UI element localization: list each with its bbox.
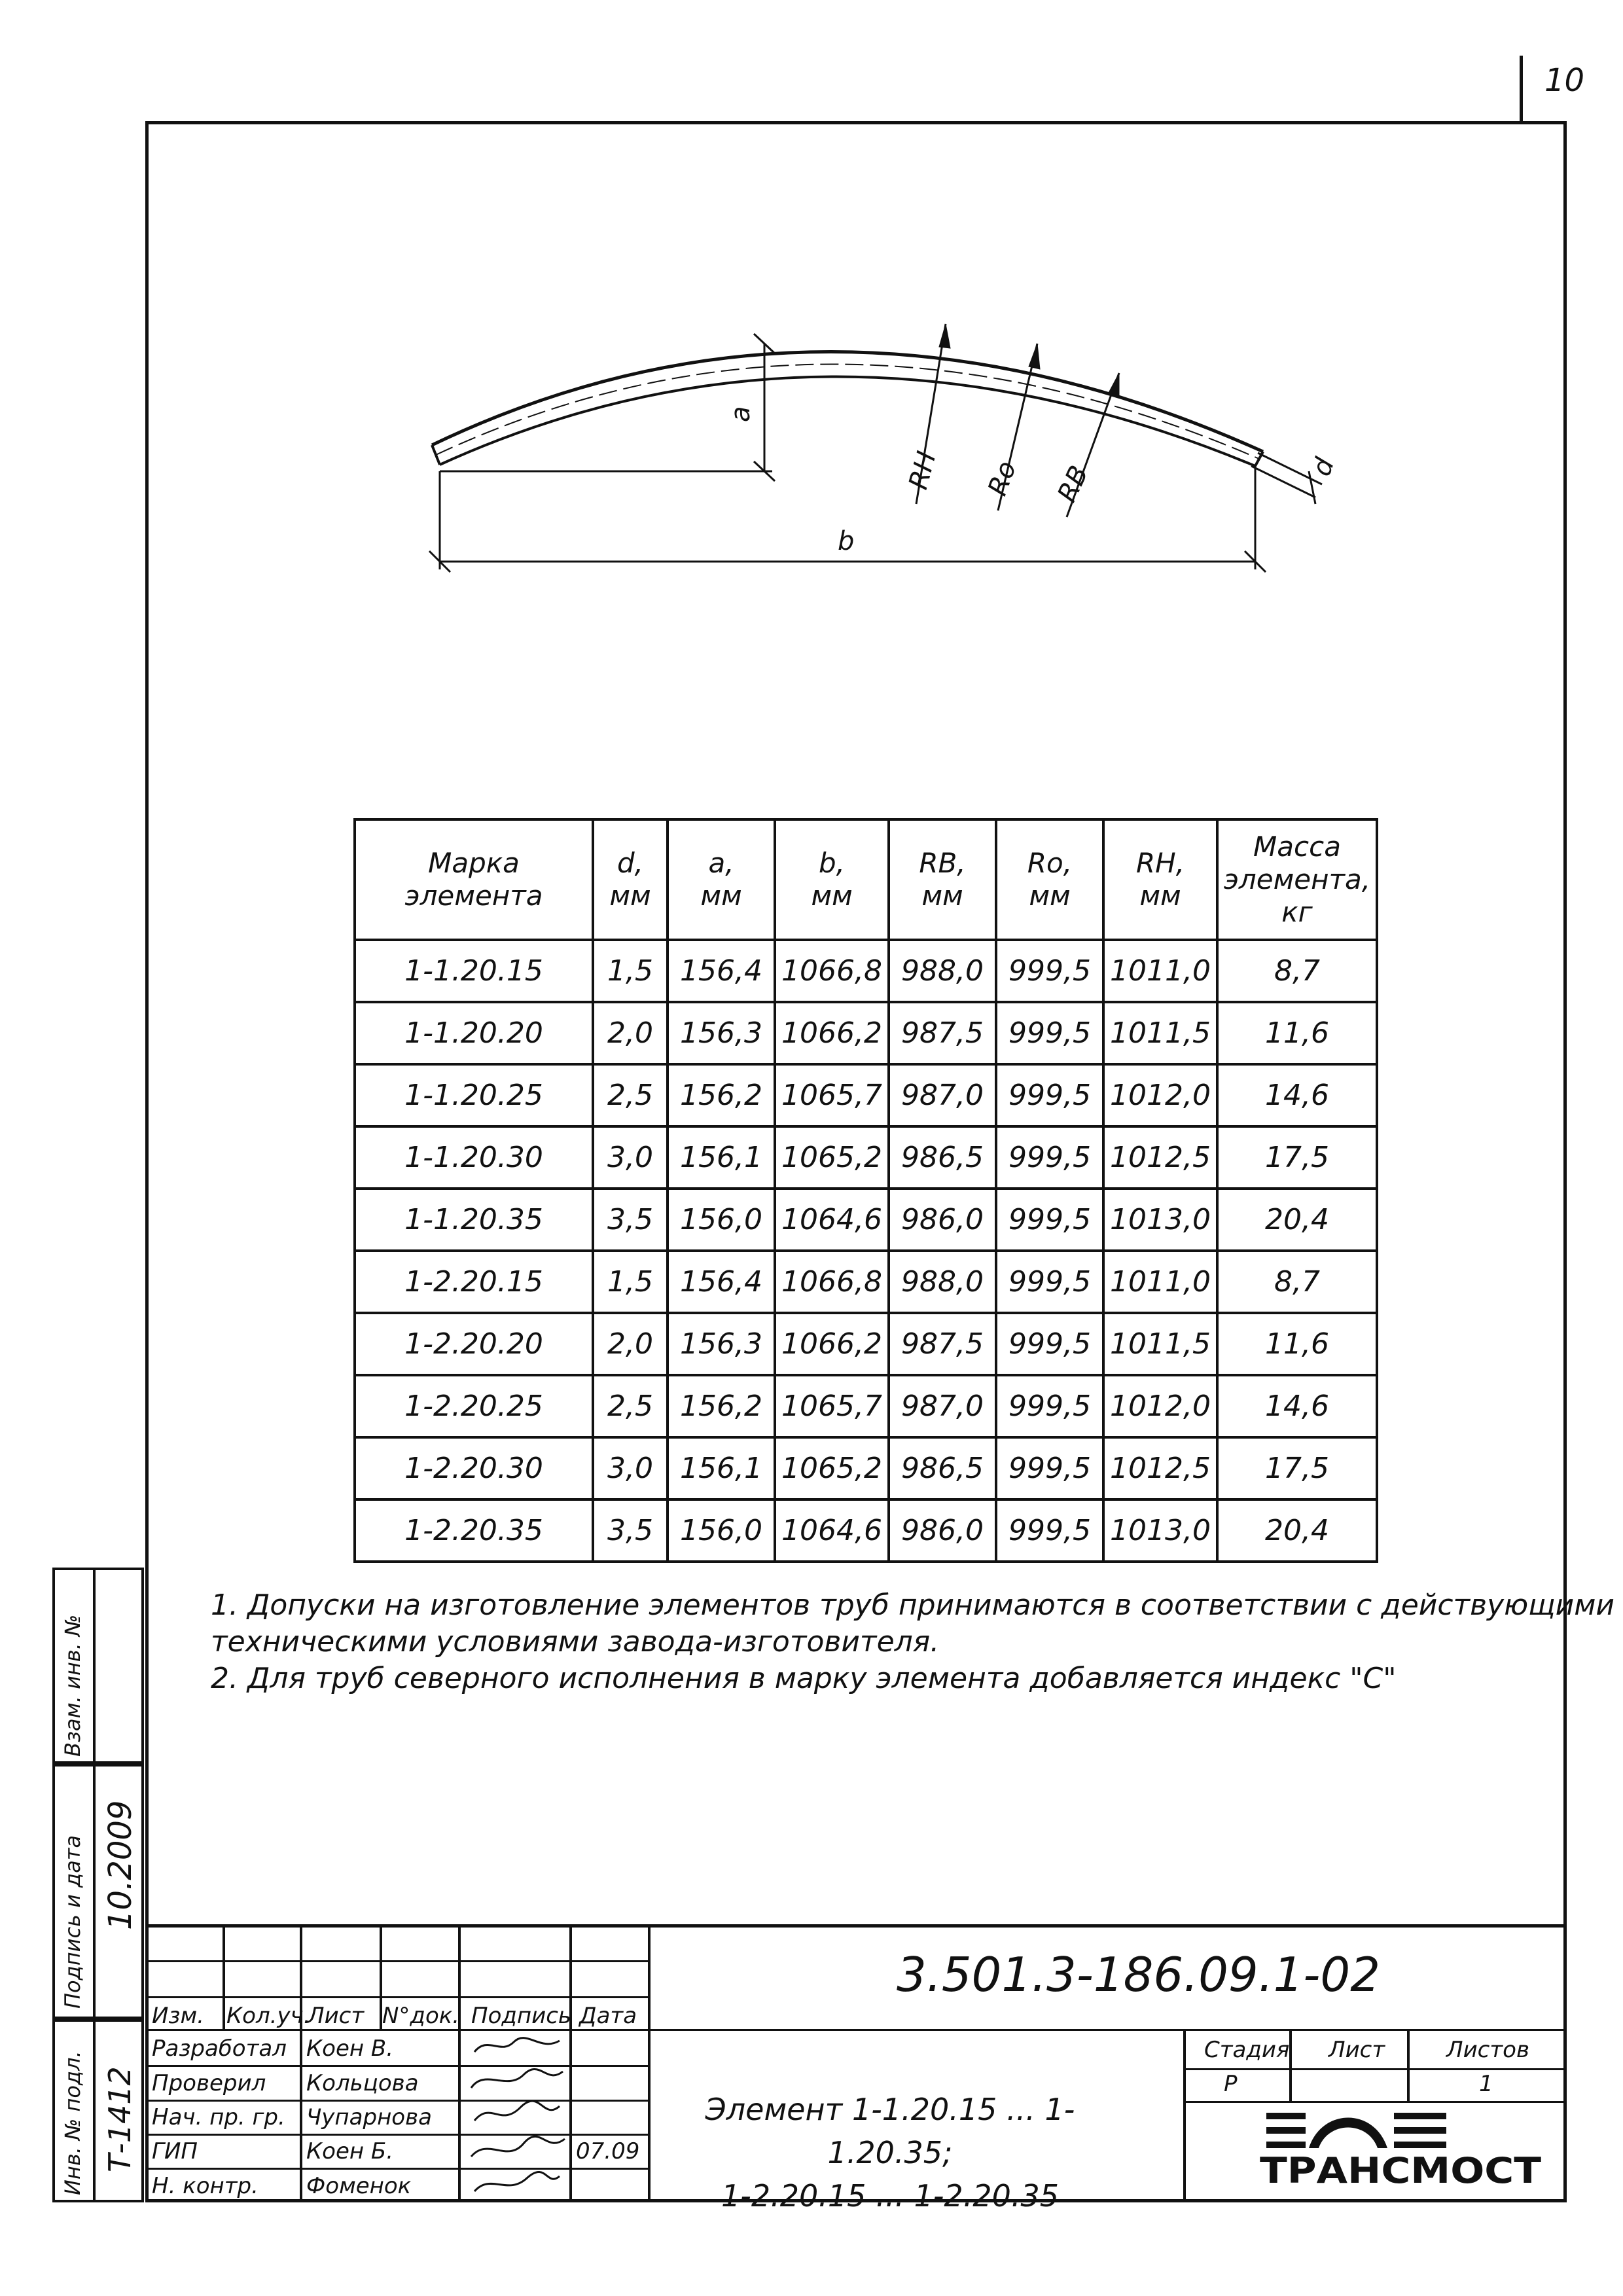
table-cell: 2,5 <box>593 1064 668 1126</box>
dim-label-b: b <box>838 526 855 556</box>
arc-inner <box>440 376 1255 466</box>
table-cell: 999,5 <box>996 1126 1103 1189</box>
header-b: b, мм <box>775 819 889 940</box>
table-cell: 2,0 <box>593 1002 668 1064</box>
table-cell: 987,5 <box>889 1002 996 1064</box>
table-cell: 1011,0 <box>1103 940 1217 1002</box>
table-cell: 1012,0 <box>1103 1064 1217 1126</box>
header-mass: Масса элемента, кг <box>1217 819 1377 940</box>
date-gip: 07.09 <box>576 2138 640 2164</box>
side-stamp-podpis <box>52 1764 144 2019</box>
stage-value: Р <box>1224 2071 1238 2097</box>
side-vzam-label: Взам. инв. № <box>60 1614 85 1757</box>
table-row <box>355 940 1377 1002</box>
role-nach-gr: Нач. пр. гр. <box>152 2104 285 2130</box>
name-proveril: Кольцова <box>306 2070 419 2096</box>
table-row <box>355 1375 1377 1437</box>
header-ro: Ro, мм <box>996 819 1103 940</box>
header-rb: RB, мм <box>889 819 996 940</box>
role-gip: ГИП <box>152 2138 198 2164</box>
table-cell: 1011,5 <box>1103 1002 1217 1064</box>
transmost-logo <box>1253 2094 1554 2193</box>
table-cell: 1011,5 <box>1103 1313 1217 1375</box>
table-row <box>355 1126 1377 1189</box>
side-stamp-inv <box>52 2019 144 2202</box>
table-cell: 1-2.20.15 <box>355 1251 593 1313</box>
dim-label-ro: Ro <box>982 457 1023 500</box>
table-cell: 1-1.20.15 <box>355 940 593 1002</box>
side-stamp-vzam <box>52 1568 144 1764</box>
header-rh: RH, мм <box>1103 819 1217 940</box>
table-cell: 1065,7 <box>775 1064 889 1126</box>
table-row <box>355 1251 1377 1313</box>
table-cell: 1064,6 <box>775 1189 889 1251</box>
table-header-row <box>355 819 1377 940</box>
table-cell: 1066,2 <box>775 1313 889 1375</box>
arc-centerline <box>436 364 1259 459</box>
table-cell: 1,5 <box>593 940 668 1002</box>
table-cell: 156,4 <box>668 1251 775 1313</box>
table-cell: 1-1.20.30 <box>355 1126 593 1189</box>
table-row <box>355 1002 1377 1064</box>
table-cell: 1-2.20.30 <box>355 1437 593 1499</box>
table-cell: 999,5 <box>996 940 1103 1002</box>
stage-label: Стадия <box>1204 2037 1290 2063</box>
sheets-value: 1 <box>1479 2071 1493 2097</box>
table-cell: 988,0 <box>889 1251 996 1313</box>
header-a: a, мм <box>668 819 775 940</box>
table-cell: 1066,8 <box>775 1251 889 1313</box>
header-d: d, мм <box>593 819 668 940</box>
table-cell: 156,3 <box>668 1313 775 1375</box>
table-cell: 986,0 <box>889 1499 996 1562</box>
table-cell: 999,5 <box>996 1437 1103 1499</box>
signatures <box>461 2029 569 2202</box>
table-cell: 1065,7 <box>775 1375 889 1437</box>
table-cell: 156,0 <box>668 1189 775 1251</box>
table-cell: 1,5 <box>593 1251 668 1313</box>
table-cell: 156,4 <box>668 940 775 1002</box>
table-row <box>355 1499 1377 1562</box>
table-cell: 999,5 <box>996 1313 1103 1375</box>
table-cell: 987,5 <box>889 1313 996 1375</box>
table-cell: 14,6 <box>1217 1375 1377 1437</box>
col-kol-uch: Кол.уч. <box>226 2003 311 2029</box>
table-cell: 986,5 <box>889 1126 996 1189</box>
table-cell: 999,5 <box>996 1499 1103 1562</box>
logo-text: ТРАНСМОСТ <box>1260 2150 1542 2191</box>
table-cell: 2,0 <box>593 1313 668 1375</box>
table-cell: 1-2.20.25 <box>355 1375 593 1437</box>
element-name: Элемент 1-1.20.15 ... 1-1.20.35; 1-2.20.15 ... 1-2.20.35 <box>705 2092 1075 2214</box>
table-row <box>355 1189 1377 1251</box>
name-razrabotal: Коен В. <box>306 2036 394 2062</box>
table-cell: 156,1 <box>668 1437 775 1499</box>
name-nach-gr: Чупарнова <box>306 2104 432 2130</box>
table-cell: 999,5 <box>996 1375 1103 1437</box>
table-cell: 987,0 <box>889 1064 996 1126</box>
table-cell: 1-1.20.25 <box>355 1064 593 1126</box>
sheets-label: Листов <box>1446 2037 1530 2063</box>
arc-outer <box>432 351 1263 452</box>
table-cell: 999,5 <box>996 1251 1103 1313</box>
col-data: Дата <box>579 2003 637 2029</box>
table-cell: 1-1.20.20 <box>355 1002 593 1064</box>
table-cell: 17,5 <box>1217 1126 1377 1189</box>
notes <box>211 1587 1614 1697</box>
table-row <box>355 1313 1377 1375</box>
name-n-kontr: Фоменок <box>306 2173 412 2199</box>
document-number: 3.501.3-186.09.1-02 <box>897 1947 1381 2002</box>
table-cell: 1012,5 <box>1103 1126 1217 1189</box>
col-ndok: N°док. <box>382 2003 460 2029</box>
table-cell: 1065,2 <box>775 1126 889 1189</box>
table-cell: 1012,5 <box>1103 1437 1217 1499</box>
table-cell: 986,0 <box>889 1189 996 1251</box>
table-cell: 1066,8 <box>775 940 889 1002</box>
dim-label-d: d <box>1306 454 1341 480</box>
dim-label-rv: RB <box>1052 461 1095 507</box>
table-cell: 3,5 <box>593 1189 668 1251</box>
table-cell: 156,2 <box>668 1064 775 1126</box>
role-razrabotal: Разработал <box>152 2036 287 2062</box>
table-cell: 11,6 <box>1217 1313 1377 1375</box>
note-2: 2. Для труб северного исполнения в марку элемента добавляется индекс "С" <box>211 1662 1397 1695</box>
table-cell: 1013,0 <box>1103 1499 1217 1562</box>
table-cell: 8,7 <box>1217 940 1377 1002</box>
table-cell: 999,5 <box>996 1002 1103 1064</box>
name-gip: Коен Б. <box>306 2138 394 2164</box>
page-number: 10 <box>1544 62 1585 99</box>
header-mark: Марка элемента <box>355 819 593 940</box>
table-cell: 17,5 <box>1217 1437 1377 1499</box>
side-podpis-value: 10.2009 <box>102 1800 139 1930</box>
dim-label-rn: RH <box>903 448 942 493</box>
table-cell: 1-2.20.35 <box>355 1499 593 1562</box>
table-cell: 1065,2 <box>775 1437 889 1499</box>
top-tick-line <box>1520 56 1523 121</box>
table-cell: 3,5 <box>593 1499 668 1562</box>
table-cell: 8,7 <box>1217 1251 1377 1313</box>
table-cell: 156,2 <box>668 1375 775 1437</box>
table-cell: 3,0 <box>593 1126 668 1189</box>
arc-element-drawing <box>393 281 1374 648</box>
dim-label-a: a <box>726 406 756 422</box>
note-1-cont: техническими условиями завода-изготовителя. <box>211 1625 940 1659</box>
table-cell: 20,4 <box>1217 1499 1377 1562</box>
table-cell: 156,0 <box>668 1499 775 1562</box>
table-cell: 156,1 <box>668 1126 775 1189</box>
table-cell: 2,5 <box>593 1375 668 1437</box>
table-row <box>355 1437 1377 1499</box>
sheet-label: Лист <box>1329 2037 1385 2063</box>
table-cell: 1-2.20.20 <box>355 1313 593 1375</box>
table-cell: 1-1.20.35 <box>355 1189 593 1251</box>
table-cell: 3,0 <box>593 1437 668 1499</box>
side-inv-label: Инв. № подл. <box>60 2051 85 2195</box>
table-cell: 987,0 <box>889 1375 996 1437</box>
table-cell: 20,4 <box>1217 1189 1377 1251</box>
table-cell: 1066,2 <box>775 1002 889 1064</box>
col-izm: Изм. <box>152 2003 204 2029</box>
role-n-kontr: Н. контр. <box>152 2173 259 2199</box>
table-cell: 986,5 <box>889 1437 996 1499</box>
table-cell: 156,3 <box>668 1002 775 1064</box>
table-cell: 1064,6 <box>775 1499 889 1562</box>
side-podpis-label: Подпись и дата <box>60 1835 85 2009</box>
table-cell: 1012,0 <box>1103 1375 1217 1437</box>
table-cell: 1013,0 <box>1103 1189 1217 1251</box>
table-row <box>355 1064 1377 1126</box>
col-list: Лист <box>308 2003 365 2029</box>
table-cell: 999,5 <box>996 1064 1103 1126</box>
table-cell: 988,0 <box>889 940 996 1002</box>
role-proveril: Проверил <box>152 2070 266 2096</box>
table-cell: 1011,0 <box>1103 1251 1217 1313</box>
col-podpis: Подпись <box>471 2003 571 2029</box>
side-inv-value: Т-1412 <box>102 2066 137 2172</box>
note-1: 1. Допуски на изготовление элементов труб принимаются в соответствии с действующими <box>211 1588 1615 1622</box>
element-spec-table <box>353 818 1378 1563</box>
table-cell: 14,6 <box>1217 1064 1377 1126</box>
table-cell: 11,6 <box>1217 1002 1377 1064</box>
table-cell: 999,5 <box>996 1189 1103 1251</box>
